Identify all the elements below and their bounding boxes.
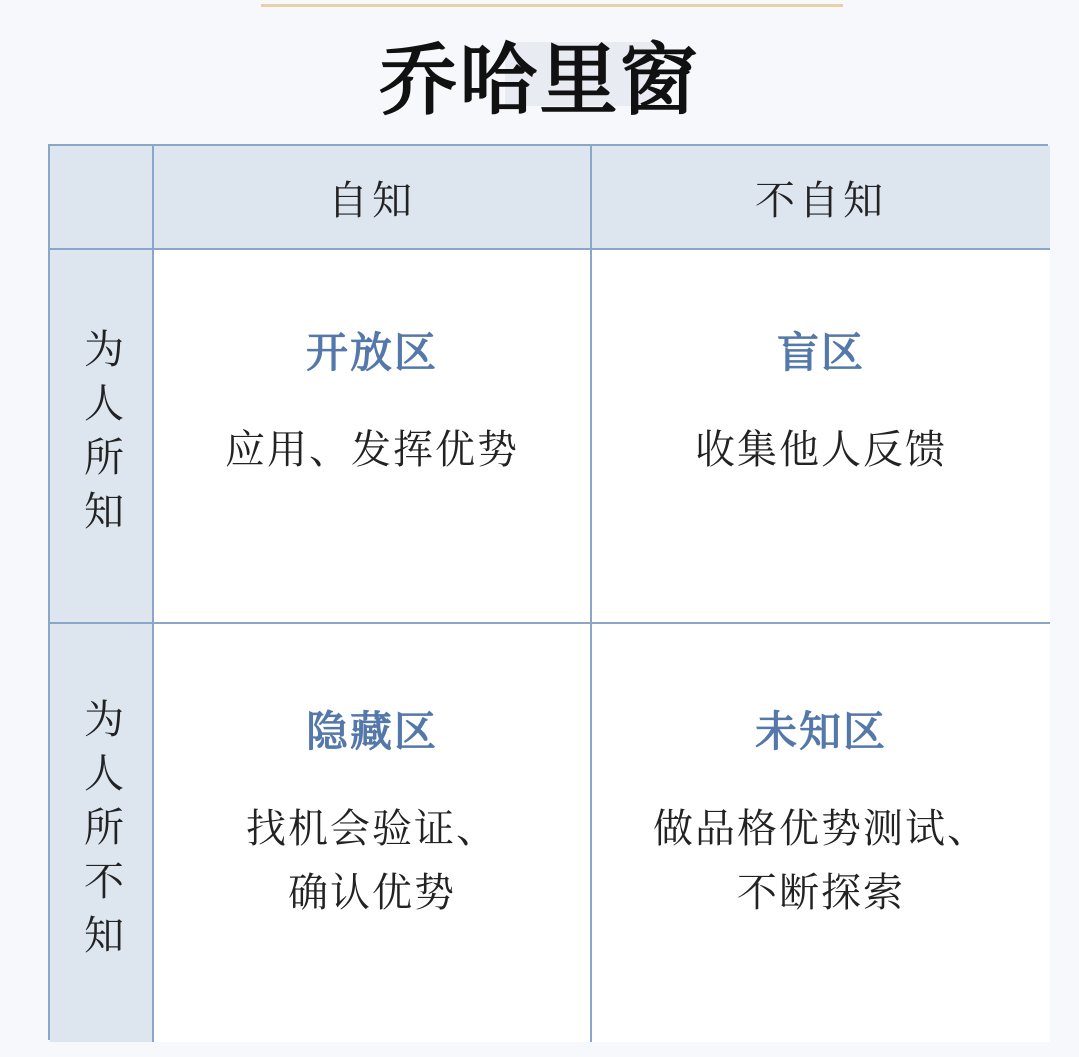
column-label-self-known: 自知 (328, 177, 416, 224)
open-area-description: 应用、发挥优势 (225, 427, 519, 473)
row-header-unknown-to-others (50, 624, 154, 1042)
johari-window-matrix (48, 144, 1048, 1040)
row-label-unknown-to-others: 为人所不知 (77, 698, 124, 968)
blind-area-description: 收集他人反馈 (695, 427, 947, 473)
blind-area-cell (592, 250, 1050, 624)
open-area-cell (154, 250, 592, 624)
blind-area-title: 盲区 (776, 328, 865, 377)
unknown-area-title: 未知区 (754, 707, 887, 756)
unknown-area-description: 做品格优势测试、 不断探索 (653, 806, 989, 916)
hidden-area-cell (154, 624, 592, 1042)
unknown-area-cell (592, 624, 1050, 1042)
row-label-known-to-others: 为人所知 (77, 328, 124, 544)
column-label-self-unknown: 不自知 (755, 177, 887, 224)
column-header-self-known (154, 146, 592, 250)
corner-cell (50, 146, 154, 250)
hidden-area-description: 找机会验证、 确认优势 (246, 806, 498, 916)
hidden-area-title: 隐藏区 (305, 707, 438, 756)
open-area-title: 开放区 (305, 328, 438, 377)
row-header-known-to-others (50, 250, 154, 624)
top-decorative-rule (261, 4, 843, 7)
column-header-self-unknown (592, 146, 1050, 250)
page-title: 乔哈里窗 (379, 36, 700, 126)
